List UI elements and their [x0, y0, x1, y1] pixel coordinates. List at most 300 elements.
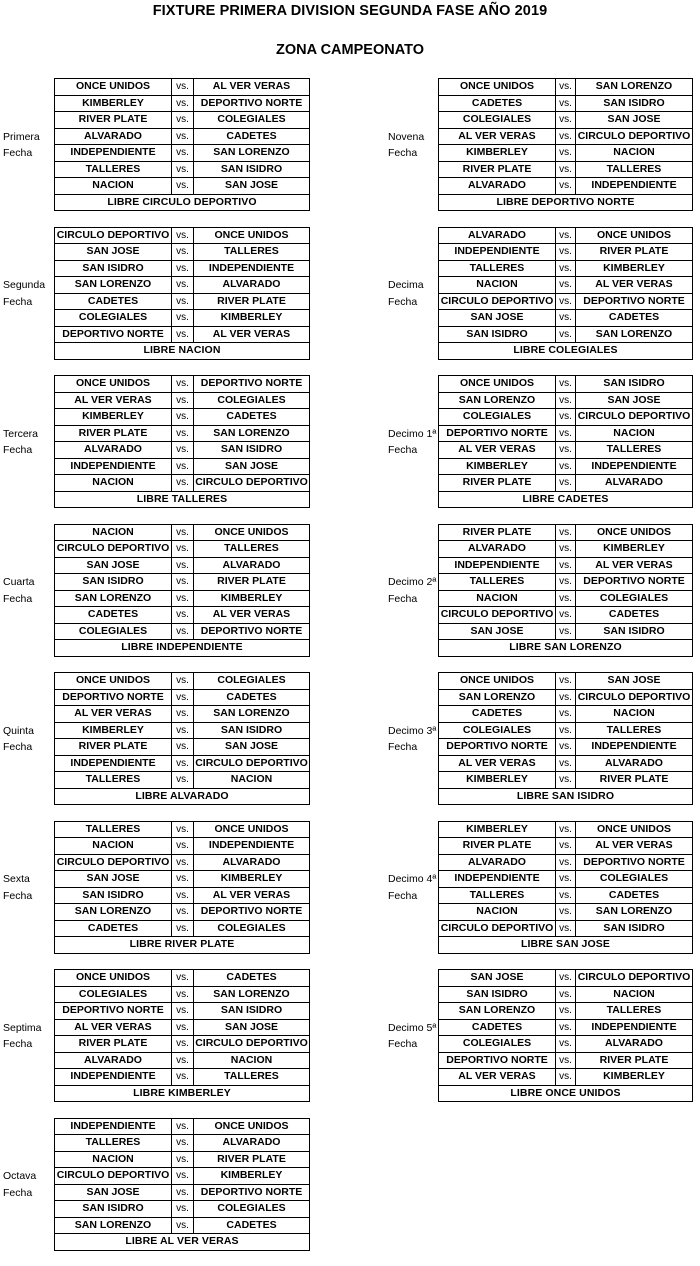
away-team: TALLERES — [576, 442, 693, 459]
match-row — [55, 871, 310, 888]
home-team: ALVARADO — [439, 541, 556, 558]
away-team: COLEGIALES — [194, 112, 310, 129]
vs-label: vs. — [172, 277, 194, 294]
vs-label: vs. — [172, 1052, 194, 1069]
home-team: AL VER VERAS — [55, 706, 172, 723]
home-team: SAN JOSE — [439, 623, 556, 640]
fecha-label-name: Primera — [3, 130, 40, 143]
match-row — [439, 475, 693, 492]
home-team: RIVER PLATE — [55, 425, 172, 442]
away-team: SAN ISIDRO — [194, 722, 310, 739]
match-row — [55, 722, 310, 739]
vs-label: vs. — [172, 326, 194, 343]
home-team: SAN JOSE — [55, 557, 172, 574]
match-row — [439, 409, 693, 426]
fecha-label-name: Cuarta — [3, 576, 35, 588]
match-row — [55, 392, 310, 409]
away-team: SAN ISIDRO — [194, 442, 310, 459]
fecha-label-name: Septima — [3, 1021, 42, 1034]
home-team: CIRCULO DEPORTIVO — [55, 854, 172, 871]
vs-label: vs. — [172, 524, 194, 541]
home-team: ALVARADO — [439, 178, 556, 195]
fecha-label-word: Fecha — [3, 889, 33, 902]
home-team: ALVARADO — [55, 128, 172, 145]
fecha-label-name: Decima — [388, 279, 424, 291]
match-row — [55, 755, 310, 772]
match-row — [439, 590, 693, 607]
away-team: NACION — [576, 425, 693, 442]
libre-team: LIBRE SAN ISIDRO — [439, 788, 693, 805]
match-row — [439, 607, 693, 624]
vs-label: vs. — [172, 1003, 194, 1020]
home-team: RIVER PLATE — [439, 475, 556, 492]
fecha-label — [388, 871, 436, 904]
fecha-table — [54, 375, 310, 508]
match-row — [55, 326, 310, 343]
away-team: ALVARADO — [194, 277, 310, 294]
match-row — [439, 112, 693, 129]
vs-label: vs. — [172, 821, 194, 838]
home-team: SAN LORENZO — [439, 392, 556, 409]
away-team: AL VER VERAS — [576, 838, 693, 855]
vs-label: vs. — [172, 1217, 194, 1234]
vs-label: vs. — [556, 409, 576, 426]
match-row — [55, 376, 310, 393]
home-team: SAN ISIDRO — [55, 887, 172, 904]
match-row — [55, 673, 310, 690]
home-team: SAN LORENZO — [55, 590, 172, 607]
match-row — [439, 326, 693, 343]
vs-label: vs. — [556, 706, 576, 723]
home-team: TALLERES — [439, 574, 556, 591]
vs-label: vs. — [556, 838, 576, 855]
home-team: NACION — [439, 277, 556, 294]
fecha-label — [3, 723, 34, 756]
match-row — [439, 623, 693, 640]
match-row — [439, 821, 693, 838]
away-team: ALVARADO — [576, 755, 693, 772]
away-team: SAN ISIDRO — [194, 1003, 310, 1020]
away-team: ONCE UNIDOS — [576, 227, 693, 244]
vs-label: vs. — [172, 178, 194, 195]
away-team: CADETES — [576, 607, 693, 624]
fecha-label — [3, 871, 32, 904]
vs-label: vs. — [556, 722, 576, 739]
fecha-label — [3, 129, 40, 162]
vs-label: vs. — [556, 920, 576, 937]
vs-label: vs. — [172, 574, 194, 591]
fecha-table — [438, 821, 693, 954]
away-team: SAN LORENZO — [194, 706, 310, 723]
away-team: CIRCULO DEPORTIVO — [194, 475, 310, 492]
match-row — [55, 79, 310, 96]
home-team: SAN JOSE — [439, 970, 556, 987]
vs-label: vs. — [556, 557, 576, 574]
match-row — [55, 112, 310, 129]
home-team: INDEPENDIENTE — [55, 145, 172, 162]
match-row — [439, 557, 693, 574]
vs-label: vs. — [172, 689, 194, 706]
home-team: CIRCULO DEPORTIVO — [55, 227, 172, 244]
home-team: SAN LORENZO — [55, 904, 172, 921]
away-team: NACION — [194, 772, 310, 789]
vs-label: vs. — [172, 458, 194, 475]
away-team: COLEGIALES — [576, 871, 693, 888]
vs-label: vs. — [556, 442, 576, 459]
away-team: DEPORTIVO NORTE — [194, 623, 310, 640]
away-team: ONCE UNIDOS — [576, 821, 693, 838]
home-team: SAN LORENZO — [55, 277, 172, 294]
vs-label: vs. — [556, 244, 576, 261]
libre-team: LIBRE CADETES — [439, 491, 693, 508]
vs-label: vs. — [556, 1003, 576, 1020]
vs-label: vs. — [172, 145, 194, 162]
vs-label: vs. — [556, 904, 576, 921]
vs-label: vs. — [556, 392, 576, 409]
libre-row — [439, 491, 693, 508]
fecha-table — [54, 821, 310, 954]
match-row — [55, 458, 310, 475]
home-team: SAN ISIDRO — [55, 1201, 172, 1218]
fecha-table — [54, 524, 310, 657]
home-team: RIVER PLATE — [439, 524, 556, 541]
fecha-label-word: Fecha — [388, 444, 418, 456]
vs-label: vs. — [556, 623, 576, 640]
away-team: SAN LORENZO — [194, 145, 310, 162]
away-team: ONCE UNIDOS — [194, 524, 310, 541]
match-row — [55, 1201, 310, 1218]
away-team: DEPORTIVO NORTE — [194, 95, 310, 112]
home-team: DEPORTIVO NORTE — [55, 326, 172, 343]
fecha-label-word: Fecha — [3, 147, 33, 159]
home-team: INDEPENDIENTE — [55, 458, 172, 475]
vs-label: vs. — [556, 112, 576, 129]
vs-label: vs. — [172, 244, 194, 261]
match-row — [55, 1135, 310, 1152]
match-row — [55, 310, 310, 327]
vs-label: vs. — [172, 95, 194, 112]
away-team: SAN JOSE — [576, 392, 693, 409]
home-team: CIRCULO DEPORTIVO — [55, 1168, 172, 1185]
away-team: AL VER VERAS — [194, 607, 310, 624]
match-row — [439, 541, 693, 558]
home-team: DEPORTIVO NORTE — [55, 689, 172, 706]
match-row — [55, 590, 310, 607]
home-team: DEPORTIVO NORTE — [439, 1052, 556, 1069]
away-team: CIRCULO DEPORTIVO — [194, 755, 310, 772]
vs-label: vs. — [172, 161, 194, 178]
vs-label: vs. — [556, 887, 576, 904]
vs-label: vs. — [556, 524, 576, 541]
vs-label: vs. — [172, 1019, 194, 1036]
away-team: COLEGIALES — [194, 673, 310, 690]
home-team: ONCE UNIDOS — [55, 376, 172, 393]
home-team: ONCE UNIDOS — [55, 673, 172, 690]
away-team: COLEGIALES — [194, 920, 310, 937]
libre-row — [55, 937, 310, 954]
vs-label: vs. — [556, 970, 576, 987]
match-row — [55, 689, 310, 706]
libre-row — [439, 640, 693, 657]
away-team: CIRCULO DEPORTIVO — [576, 128, 693, 145]
home-team: COLEGIALES — [55, 623, 172, 640]
fecha-label-word: Fecha — [3, 741, 33, 753]
libre-row — [439, 937, 693, 954]
vs-label: vs. — [172, 1201, 194, 1218]
away-team: CIRCULO DEPORTIVO — [576, 409, 693, 426]
match-row — [439, 755, 693, 772]
home-team: KIMBERLEY — [439, 458, 556, 475]
home-team: SAN JOSE — [55, 1184, 172, 1201]
away-team: SAN JOSE — [194, 1019, 310, 1036]
fecha-label-word: Fecha — [388, 592, 418, 605]
vs-label: vs. — [172, 722, 194, 739]
home-team: ALVARADO — [439, 854, 556, 871]
home-team: ONCE UNIDOS — [439, 673, 556, 690]
away-team: NACION — [194, 1052, 310, 1069]
match-row — [55, 887, 310, 904]
away-team: RIVER PLATE — [194, 1151, 310, 1168]
home-team: COLEGIALES — [439, 112, 556, 129]
vs-label: vs. — [172, 409, 194, 426]
vs-label: vs. — [556, 293, 576, 310]
home-team: AL VER VERAS — [439, 755, 556, 772]
away-team: DEPORTIVO NORTE — [194, 1184, 310, 1201]
vs-label: vs. — [172, 310, 194, 327]
match-row — [439, 920, 693, 937]
home-team: CADETES — [439, 706, 556, 723]
away-team: COLEGIALES — [194, 392, 310, 409]
away-team: CIRCULO DEPORTIVO — [576, 970, 693, 987]
vs-label: vs. — [556, 1019, 576, 1036]
home-team: KIMBERLEY — [55, 722, 172, 739]
match-row — [55, 854, 310, 871]
match-row — [439, 970, 693, 987]
vs-label: vs. — [172, 590, 194, 607]
away-team: SAN JOSE — [194, 739, 310, 756]
away-team: SAN JOSE — [576, 112, 693, 129]
vs-label: vs. — [172, 970, 194, 987]
home-team: AL VER VERAS — [439, 1069, 556, 1086]
fecha-label — [3, 1168, 36, 1201]
fecha-table — [54, 78, 310, 211]
match-row — [439, 986, 693, 1003]
away-team: ALVARADO — [576, 475, 693, 492]
match-row — [55, 838, 310, 855]
vs-label: vs. — [172, 706, 194, 723]
home-team: SAN LORENZO — [439, 1003, 556, 1020]
match-row — [439, 574, 693, 591]
match-row — [55, 1069, 310, 1086]
home-team: SAN LORENZO — [55, 1217, 172, 1234]
home-team: INDEPENDIENTE — [55, 1069, 172, 1086]
match-row — [55, 475, 310, 492]
vs-label: vs. — [556, 541, 576, 558]
away-team: ALVARADO — [194, 1135, 310, 1152]
vs-label: vs. — [556, 1069, 576, 1086]
match-row — [55, 986, 310, 1003]
libre-row — [439, 343, 693, 360]
vs-label: vs. — [556, 574, 576, 591]
match-row — [55, 623, 310, 640]
vs-label: vs. — [172, 623, 194, 640]
home-team: KIMBERLEY — [439, 772, 556, 789]
home-team: DEPORTIVO NORTE — [439, 739, 556, 756]
fecha-label — [3, 574, 35, 607]
vs-label: vs. — [172, 293, 194, 310]
match-row — [439, 1019, 693, 1036]
away-team: SAN JOSE — [576, 673, 693, 690]
home-team: TALLERES — [439, 887, 556, 904]
match-row — [439, 95, 693, 112]
vs-label: vs. — [172, 1069, 194, 1086]
match-row — [439, 1052, 693, 1069]
libre-team: LIBRE SAN LORENZO — [439, 640, 693, 657]
vs-label: vs. — [172, 1151, 194, 1168]
away-team: COLEGIALES — [576, 590, 693, 607]
away-team: NACION — [576, 706, 693, 723]
vs-label: vs. — [172, 871, 194, 888]
vs-label: vs. — [556, 178, 576, 195]
away-team: SAN ISIDRO — [194, 161, 310, 178]
match-row — [55, 178, 310, 195]
away-team: RIVER PLATE — [576, 1052, 693, 1069]
fecha-table — [54, 1118, 310, 1251]
vs-label: vs. — [556, 871, 576, 888]
fecha-table — [438, 672, 693, 805]
vs-label: vs. — [172, 1168, 194, 1185]
vs-label: vs. — [556, 854, 576, 871]
home-team: CIRCULO DEPORTIVO — [439, 607, 556, 624]
fecha-label — [388, 129, 424, 162]
fecha-label-word: Fecha — [3, 592, 33, 605]
away-team: COLEGIALES — [194, 1201, 310, 1218]
match-row — [55, 1151, 310, 1168]
home-team: NACION — [55, 838, 172, 855]
match-row — [55, 524, 310, 541]
home-team: TALLERES — [55, 161, 172, 178]
libre-team: LIBRE CIRCULO DEPORTIVO — [55, 194, 310, 211]
away-team: ALVARADO — [194, 557, 310, 574]
home-team: INDEPENDIENTE — [439, 557, 556, 574]
home-team: TALLERES — [439, 260, 556, 277]
home-team: INDEPENDIENTE — [55, 755, 172, 772]
home-team: ONCE UNIDOS — [439, 79, 556, 96]
vs-label: vs. — [172, 772, 194, 789]
away-team: SAN ISIDRO — [576, 376, 693, 393]
fecha-label-word: Fecha — [388, 889, 418, 902]
home-team: NACION — [55, 1151, 172, 1168]
home-team: CIRCULO DEPORTIVO — [439, 920, 556, 937]
home-team: AL VER VERAS — [55, 392, 172, 409]
match-row — [55, 772, 310, 789]
fecha-label-word: Fecha — [388, 295, 418, 308]
away-team: CADETES — [194, 409, 310, 426]
away-team: CADETES — [576, 887, 693, 904]
match-row — [55, 970, 310, 987]
away-team: CADETES — [576, 310, 693, 327]
home-team: RIVER PLATE — [55, 739, 172, 756]
vs-label: vs. — [172, 920, 194, 937]
vs-label: vs. — [556, 376, 576, 393]
away-team: ONCE UNIDOS — [576, 524, 693, 541]
match-row — [439, 145, 693, 162]
match-row — [439, 838, 693, 855]
libre-row — [55, 788, 310, 805]
home-team: INDEPENDIENTE — [439, 244, 556, 261]
away-team: SAN JOSE — [194, 458, 310, 475]
fecha-label — [388, 574, 436, 607]
fecha-label-name: Quinta — [3, 724, 34, 737]
away-team: CADETES — [194, 1217, 310, 1234]
fecha-label-name: Tercera — [3, 427, 39, 440]
home-team: COLEGIALES — [55, 310, 172, 327]
vs-label: vs. — [172, 986, 194, 1003]
vs-label: vs. — [172, 1135, 194, 1152]
page-title: FIXTURE PRIMERA DIVISION SEGUNDA FASE AÑO 2019 — [152, 3, 548, 19]
vs-label: vs. — [556, 277, 576, 294]
home-team: KIMBERLEY — [55, 409, 172, 426]
match-row — [55, 244, 310, 261]
vs-label: vs. — [556, 425, 576, 442]
match-row — [55, 161, 310, 178]
home-team: SAN JOSE — [55, 871, 172, 888]
fecha-label-word: Fecha — [3, 1038, 33, 1050]
vs-label: vs. — [556, 161, 576, 178]
match-row — [55, 739, 310, 756]
libre-team: LIBRE COLEGIALES — [439, 343, 693, 360]
libre-team: LIBRE INDEPENDIENTE — [55, 640, 310, 657]
home-team: NACION — [55, 524, 172, 541]
vs-label: vs. — [556, 772, 576, 789]
match-row — [55, 1118, 310, 1135]
home-team: ONCE UNIDOS — [439, 376, 556, 393]
match-row — [439, 277, 693, 294]
home-team: CADETES — [55, 920, 172, 937]
fecha-label-name: Decimo 4ª — [388, 873, 437, 885]
away-team: INDEPENDIENTE — [576, 1019, 693, 1036]
libre-team: LIBRE DEPORTIVO NORTE — [439, 194, 693, 211]
away-team: DEPORTIVO NORTE — [576, 293, 693, 310]
vs-label: vs. — [556, 1036, 576, 1053]
vs-label: vs. — [172, 128, 194, 145]
match-row — [439, 310, 693, 327]
home-team: KIMBERLEY — [55, 95, 172, 112]
vs-label: vs. — [172, 392, 194, 409]
away-team: CADETES — [194, 128, 310, 145]
match-row — [439, 178, 693, 195]
home-team: TALLERES — [55, 821, 172, 838]
away-team: SAN LORENZO — [576, 326, 693, 343]
match-row — [55, 260, 310, 277]
match-row — [439, 458, 693, 475]
fecha-label-name: Decimo 3ª — [388, 724, 437, 737]
match-row — [55, 277, 310, 294]
fecha-label-name: Decimo 2ª — [388, 576, 437, 588]
home-team: RIVER PLATE — [55, 112, 172, 129]
vs-label: vs. — [172, 887, 194, 904]
home-team: TALLERES — [55, 772, 172, 789]
match-row — [55, 821, 310, 838]
vs-label: vs. — [172, 607, 194, 624]
match-row — [439, 739, 693, 756]
vs-label: vs. — [172, 442, 194, 459]
vs-label: vs. — [172, 260, 194, 277]
away-team: DEPORTIVO NORTE — [576, 854, 693, 871]
fecha-label — [388, 1020, 436, 1053]
match-row — [439, 673, 693, 690]
away-team: AL VER VERAS — [194, 326, 310, 343]
